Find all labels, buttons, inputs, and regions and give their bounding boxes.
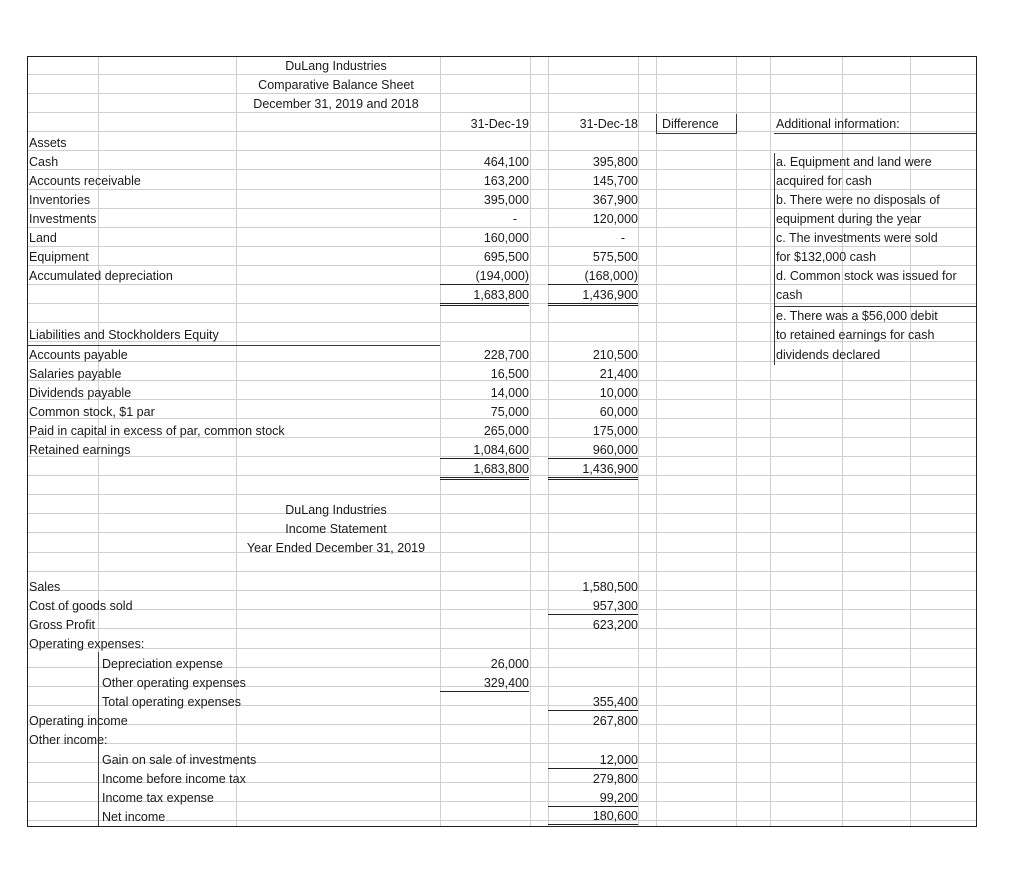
row-label: Land	[29, 231, 57, 245]
is-period: Year Ended December 31, 2019	[246, 541, 426, 555]
value-2019: 16,500	[490, 367, 529, 381]
col-header-2018: 31-Dec-18	[579, 117, 638, 131]
value-2019: -	[512, 212, 518, 226]
col-header-2019: 31-Dec-19	[470, 117, 529, 131]
row-label: Paid in capital in excess of par, common stock	[29, 424, 285, 438]
note-line: d. Common stock was issued for	[776, 269, 957, 283]
value-2019: 75,000	[490, 405, 529, 419]
value-2019: 160,000	[483, 231, 529, 245]
is-gain-label: Gain on sale of investments	[102, 753, 257, 767]
note-line: dividends declared	[776, 348, 881, 362]
value-2018: 575,500	[592, 250, 638, 264]
value-2018: 60,000	[599, 405, 638, 419]
is-other-income-heading: Other income:	[29, 733, 108, 747]
is-sales-label: Sales	[29, 580, 61, 594]
note-line: c. The investments were sold	[776, 231, 938, 245]
value-2019: 395,000	[483, 193, 529, 207]
note-line: to retained earnings for cash	[776, 328, 935, 342]
value-2018: 120,000	[592, 212, 638, 226]
is-gross-profit-value: 623,200	[592, 618, 638, 632]
assets-heading: Assets	[29, 136, 67, 150]
total-liab-2018: 1,436,900	[548, 461, 638, 480]
is-net-income-value: 180,600	[548, 808, 638, 827]
note-line: equipment during the year	[776, 212, 922, 226]
is-gain-value: 12,000	[548, 752, 638, 769]
note-line: cash	[776, 288, 803, 302]
row-label: Cash	[29, 155, 59, 169]
is-cogs-value: 957,300	[548, 598, 638, 615]
is-cogs-label: Cost of goods sold	[29, 599, 133, 613]
col-header-difference: Difference	[662, 117, 719, 131]
total-liab-2019: 1,683,800	[440, 461, 529, 480]
value-2019: 265,000	[483, 424, 529, 438]
is-operating-income-value: 267,800	[592, 714, 638, 728]
is-depreciation-value: 26,000	[490, 657, 529, 671]
is-income-before-tax-label: Income before income tax	[102, 772, 246, 786]
is-gross-profit-label: Gross Profit	[29, 618, 95, 632]
value-2018: 145,700	[592, 174, 638, 188]
is-total-opex-label: Total operating expenses	[102, 695, 241, 709]
liabilities-heading: Liabilities and Stockholders Equity	[29, 328, 219, 342]
is-opex-heading: Operating expenses:	[29, 637, 145, 651]
value-2019: 228,700	[483, 348, 529, 362]
value-2019: 1,084,600	[440, 442, 529, 459]
value-2018: 10,000	[599, 386, 638, 400]
note-line: acquired for cash	[776, 174, 872, 188]
value-2018: (168,000)	[548, 268, 638, 285]
is-depreciation-label: Depreciation expense	[102, 657, 223, 671]
is-sales-value: 1,580,500	[582, 580, 638, 594]
is-operating-income-label: Operating income	[29, 714, 128, 728]
is-other-opex-label: Other operating expenses	[102, 676, 246, 690]
is-tax-value: 99,200	[548, 790, 638, 807]
value-2019: 695,500	[483, 250, 529, 264]
bs-title: Comparative Balance Sheet	[258, 78, 414, 92]
value-2018: 21,400	[599, 367, 638, 381]
row-label: Salaries payable	[29, 367, 122, 381]
additional-info-heading: Additional information:	[776, 117, 900, 131]
value-2019: (194,000)	[440, 268, 529, 285]
row-label: Inventories	[29, 193, 91, 207]
value-2018: 175,000	[592, 424, 638, 438]
row-label: Common stock, $1 par	[29, 405, 155, 419]
row-label: Accumulated depreciation	[29, 269, 173, 283]
value-2018: -	[620, 231, 626, 245]
is-net-income-label: Net income	[102, 810, 166, 824]
note-line: e. There was a $56,000 debit	[776, 309, 938, 323]
is-company: DuLang Industries	[285, 503, 387, 517]
value-2018: 395,800	[592, 155, 638, 169]
value-2019: 163,200	[483, 174, 529, 188]
bs-period: December 31, 2019 and 2018	[253, 97, 419, 111]
is-tax-label: Income tax expense	[102, 791, 214, 805]
is-title: Income Statement	[285, 522, 387, 536]
value-2019: 464,100	[483, 155, 529, 169]
value-2018: 367,900	[592, 193, 638, 207]
bs-company: DuLang Industries	[285, 59, 387, 73]
row-label: Accounts receivable	[29, 174, 141, 188]
total-assets-2019: 1,683,800	[440, 287, 529, 306]
note-line: a. Equipment and land were	[776, 155, 932, 169]
is-total-opex-value: 355,400	[548, 694, 638, 711]
value-2019: 14,000	[490, 386, 529, 400]
row-label: Equipment	[29, 250, 89, 264]
is-income-before-tax-value: 279,800	[592, 772, 638, 786]
value-2018: 210,500	[592, 348, 638, 362]
row-label: Investments	[29, 212, 97, 226]
value-2018: 960,000	[548, 442, 638, 459]
total-assets-2018: 1,436,900	[548, 287, 638, 306]
row-label: Dividends payable	[29, 386, 132, 400]
note-line: for $132,000 cash	[776, 250, 877, 264]
note-line: b. There were no disposals of	[776, 193, 940, 207]
row-label: Retained earnings	[29, 443, 131, 457]
is-other-opex-value: 329,400	[440, 675, 529, 692]
row-label: Accounts payable	[29, 348, 128, 362]
